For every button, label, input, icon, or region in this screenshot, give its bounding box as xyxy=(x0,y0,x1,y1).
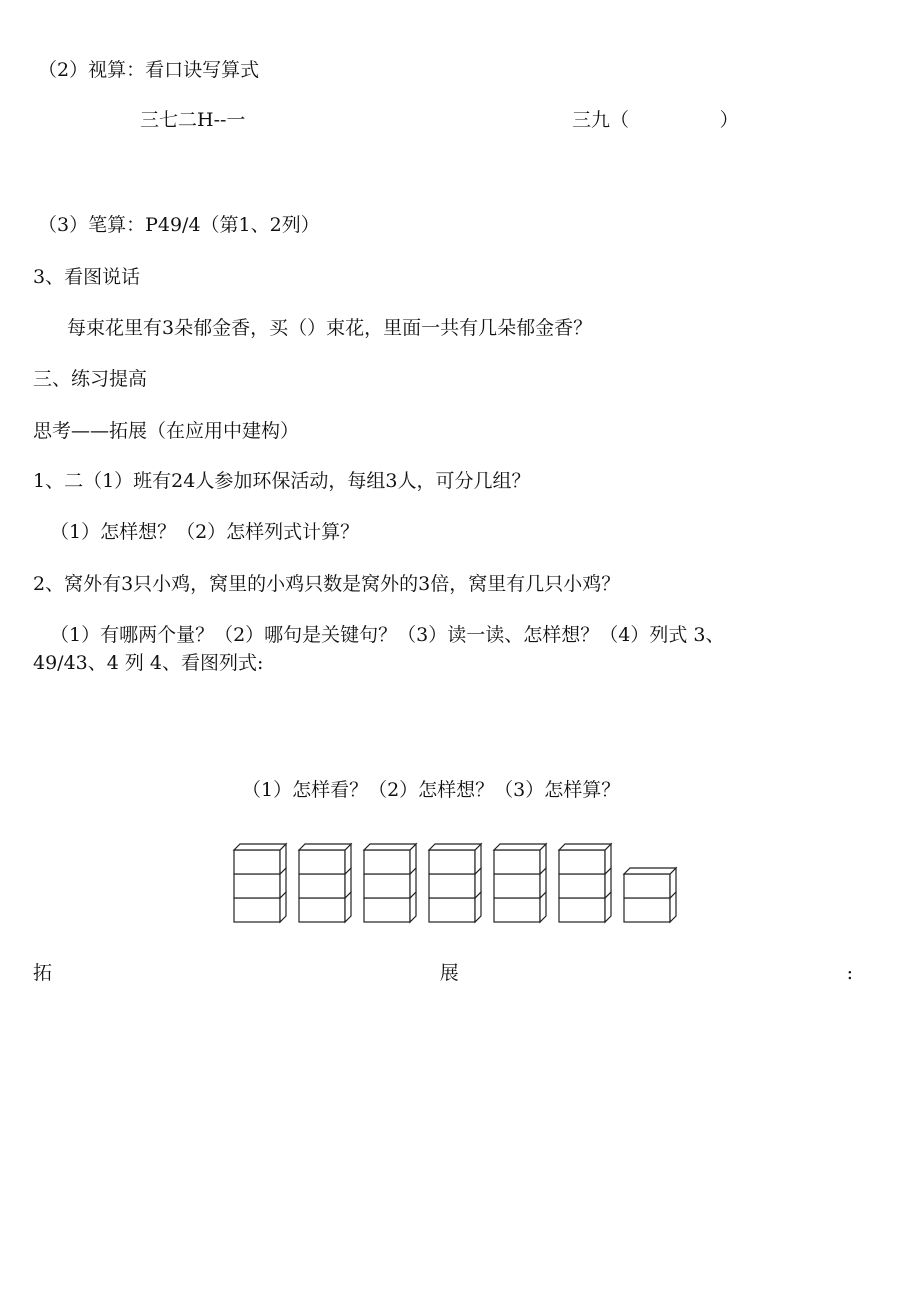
box-top xyxy=(234,844,286,850)
line-look-think-calc: （1）怎样看？（2）怎样想？（3）怎样算？ xyxy=(242,779,621,801)
box-top xyxy=(299,844,351,850)
line-question-2-subs-b: 49/43、4 列 4、看图列式: xyxy=(33,652,264,674)
box-top xyxy=(494,844,546,850)
box xyxy=(299,898,345,922)
box xyxy=(494,874,540,898)
line-question-2-subs-a: （1）有哪两个量？（2）哪句是关键句？（3）读一读、怎样想？（4）列式 3、 xyxy=(50,624,725,646)
box xyxy=(624,898,670,922)
line-think-extend: 思考——拓展（在应用中建构） xyxy=(33,420,300,442)
box xyxy=(234,898,280,922)
box xyxy=(559,850,605,874)
line-written-calc: （3）笔算：P49/4（第1、2列） xyxy=(38,214,320,236)
line-question-1-subs: （1）怎样想？（2）怎样列式计算？ xyxy=(50,521,360,543)
extend-colon: : xyxy=(846,962,853,984)
section-heading-practice: 三、练习提高 xyxy=(33,368,148,390)
box-top xyxy=(624,868,676,874)
box xyxy=(234,850,280,874)
box-stack xyxy=(559,844,611,922)
line-question-1: 1、二（1）班有24人参加环保活动，每组3人，可分几组？ xyxy=(33,470,531,492)
extend-char-2: 展 xyxy=(439,962,459,984)
extend-line xyxy=(33,960,853,986)
box xyxy=(624,874,670,898)
box-stack xyxy=(429,844,481,922)
box xyxy=(494,898,540,922)
line-question-2: 2、窝外有3只小鸡，窝里的小鸡只数是窝外的3倍，窝里有几只小鸡？ xyxy=(33,573,621,595)
box xyxy=(494,850,540,874)
box xyxy=(429,850,475,874)
box-top xyxy=(429,844,481,850)
extend-char-1: 拓 xyxy=(33,962,53,984)
box xyxy=(234,874,280,898)
box xyxy=(364,898,410,922)
box-stack xyxy=(494,844,546,922)
line-formula-right: 三九（ ） xyxy=(572,109,739,131)
box xyxy=(364,874,410,898)
box xyxy=(429,874,475,898)
box xyxy=(364,850,410,874)
box-top xyxy=(364,844,416,850)
box-stack xyxy=(364,844,416,922)
box xyxy=(299,874,345,898)
line-picture-talk: 3、看图说话 xyxy=(33,266,141,288)
box xyxy=(559,874,605,898)
box-stack xyxy=(299,844,351,922)
line-visual-calc: （2）视算：看口诀写算式 xyxy=(38,59,260,81)
box-stack xyxy=(234,844,286,922)
box-top xyxy=(559,844,611,850)
line-formula-left: 三七二H--一 xyxy=(140,109,246,131)
box xyxy=(299,850,345,874)
box-stack xyxy=(624,868,676,922)
line-tulip-question: 每束花里有3朵郁金香，买（）束花，里面一共有几朵郁金香？ xyxy=(67,317,593,339)
box xyxy=(559,898,605,922)
box xyxy=(429,898,475,922)
